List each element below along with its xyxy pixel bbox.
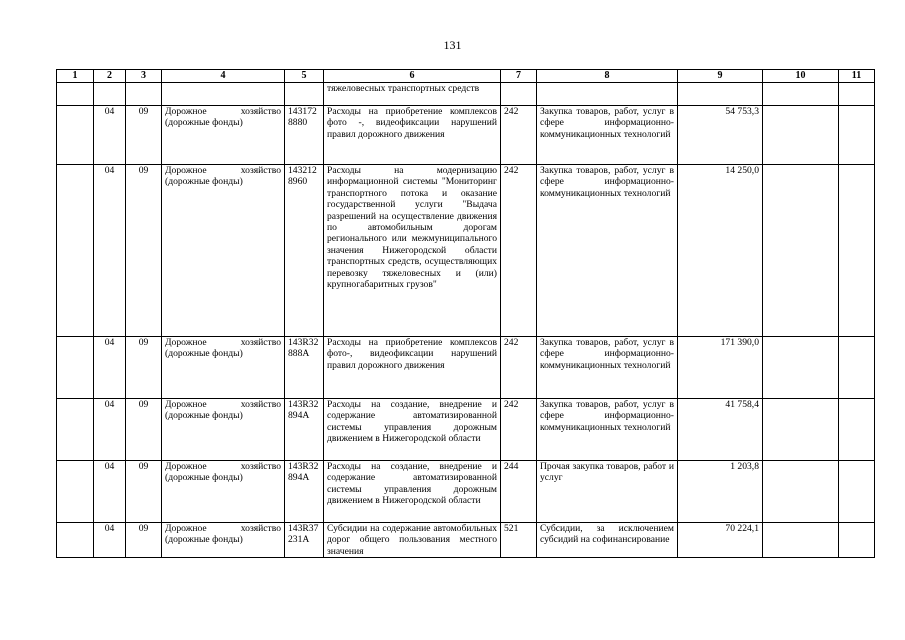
- cell-target-code: 143R32 888A: [285, 337, 324, 399]
- cell-section: 04: [94, 165, 126, 337]
- column-header: 6: [324, 70, 501, 83]
- cell-section-name: Дорожное хозяйство (дорожные фонды): [162, 523, 285, 558]
- cell-section-name: Дорожное хозяйство (дорожные фонды): [162, 337, 285, 399]
- cell-expense-type: 242: [501, 106, 537, 165]
- cell-expense-type: 242: [501, 399, 537, 461]
- cell-section-name: [162, 83, 285, 106]
- cell-expense-type-name: [537, 83, 678, 106]
- cell-section-name: Дорожное хозяйство (дорожные фонды): [162, 399, 285, 461]
- table-row: [57, 106, 875, 165]
- cell-col11: [839, 399, 875, 461]
- cell-col11: [839, 83, 875, 106]
- cell-expense-type-name: Субсидии, за исключением субсидий на софинансирование: [537, 523, 678, 558]
- cell-col11: [839, 337, 875, 399]
- table-row: [57, 83, 875, 106]
- cell-expense-type-name: Закупка товаров, работ, услуг в сфере информационно-коммуникационных технологий: [537, 337, 678, 399]
- cell-col10: [763, 461, 839, 523]
- cell-section: 04: [94, 461, 126, 523]
- cell-expense-name: Расходы на приобретение комплексов фото-, видеофиксации нарушений правил дорожного движения: [324, 337, 501, 399]
- cell-target-code: 143212 8960: [285, 165, 324, 337]
- cell-col11: [839, 165, 875, 337]
- cell-expense-name: Субсидии на содержание автомобильных дорог общего пользования местного значения: [324, 523, 501, 558]
- budget-table: [56, 69, 875, 558]
- cell-subsection: 09: [126, 399, 162, 461]
- cell-col10: [763, 106, 839, 165]
- cell-expense-type: 521: [501, 523, 537, 558]
- cell-col11: [839, 106, 875, 165]
- cell-subsection: [126, 83, 162, 106]
- cell-amount: [678, 83, 763, 106]
- column-header: 8: [537, 70, 678, 83]
- cell-expense-type: 242: [501, 165, 537, 337]
- cell-col1: [57, 165, 94, 337]
- cell-expense-name: Расходы на приобретение комплексов фото -, видеофиксации нарушений правил дорожного движения: [324, 106, 501, 165]
- column-header: 1: [57, 70, 94, 83]
- cell-expense-type-name: Закупка товаров, работ, услуг в сфере информационно-коммуникационных технологий: [537, 106, 678, 165]
- cell-subsection: 09: [126, 337, 162, 399]
- cell-expense-name: Расходы на модернизацию информационной системы "Мониторинг транспортного потока и оказание государственной услуги "Выдача разрешений на осуществление движения по автомобильным дорогам регионального или межмуниципального значения Нижегородской области транспортных средств, осуществляющих перевозку тяжеловесных и (или) крупногабаритных грузов": [324, 165, 501, 337]
- table-row: [57, 523, 875, 558]
- cell-expense-name: Расходы на создание, внедрение и содержание автоматизированной системы управления дорожным движением в Нижегородской области: [324, 399, 501, 461]
- cell-amount: 54 753,3: [678, 106, 763, 165]
- cell-col11: [839, 461, 875, 523]
- cell-expense-name: Расходы на создание, внедрение и содержание автоматизированной системы управления дорожным движением в Нижегородской области: [324, 461, 501, 523]
- column-header: 5: [285, 70, 324, 83]
- cell-col11: [839, 523, 875, 558]
- cell-amount: 41 758,4: [678, 399, 763, 461]
- cell-subsection: 09: [126, 523, 162, 558]
- cell-section: [94, 83, 126, 106]
- cell-col1: [57, 337, 94, 399]
- cell-amount: 14 250,0: [678, 165, 763, 337]
- table-row: [57, 165, 875, 337]
- cell-section: 04: [94, 523, 126, 558]
- cell-col1: [57, 523, 94, 558]
- column-header: 2: [94, 70, 126, 83]
- cell-subsection: 09: [126, 461, 162, 523]
- column-header: 11: [839, 70, 875, 83]
- column-header: 9: [678, 70, 763, 83]
- cell-expense-type-name: Прочая закупка товаров, работ и услуг: [537, 461, 678, 523]
- cell-target-code: 143R32 894A: [285, 461, 324, 523]
- cell-col10: [763, 165, 839, 337]
- cell-target-code: 143R37 231A: [285, 523, 324, 558]
- cell-section: 04: [94, 106, 126, 165]
- column-header: 3: [126, 70, 162, 83]
- cell-col1: [57, 399, 94, 461]
- cell-amount: 1 203,8: [678, 461, 763, 523]
- cell-amount: 70 224,1: [678, 523, 763, 558]
- cell-expense-type-name: Закупка товаров, работ, услуг в сфере информационно-коммуникационных технологий: [537, 165, 678, 337]
- cell-expense-type-name: Закупка товаров, работ, услуг в сфере информационно-коммуникационных технологий: [537, 399, 678, 461]
- page-number: 131: [443, 38, 462, 52]
- cell-section-name: Дорожное хозяйство (дорожные фонды): [162, 106, 285, 165]
- cell-target-code: [285, 83, 324, 106]
- cell-col10: [763, 337, 839, 399]
- cell-col10: [763, 83, 839, 106]
- cell-col1: [57, 106, 94, 165]
- cell-col1: [57, 461, 94, 523]
- table-header-row: [57, 70, 875, 83]
- cell-subsection: 09: [126, 165, 162, 337]
- cell-col10: [763, 523, 839, 558]
- cell-expense-type: 242: [501, 337, 537, 399]
- cell-section-name: Дорожное хозяйство (дорожные фонды): [162, 165, 285, 337]
- cell-amount: 171 390,0: [678, 337, 763, 399]
- cell-col10: [763, 399, 839, 461]
- cell-section: 04: [94, 337, 126, 399]
- cell-target-code: 143R32 894A: [285, 399, 324, 461]
- column-header: 4: [162, 70, 285, 83]
- cell-section-name: Дорожное хозяйство (дорожные фонды): [162, 461, 285, 523]
- table-row: [57, 337, 875, 399]
- column-header: 7: [501, 70, 537, 83]
- cell-expense-type: 244: [501, 461, 537, 523]
- cell-section: 04: [94, 399, 126, 461]
- column-header: 10: [763, 70, 839, 83]
- cell-target-code: 143172 8880: [285, 106, 324, 165]
- table-row: [57, 399, 875, 461]
- cell-subsection: 09: [126, 106, 162, 165]
- table-row: [57, 461, 875, 523]
- cell-col1: [57, 83, 94, 106]
- cell-expense-name: тяжеловесных транспортных средств: [324, 83, 501, 106]
- cell-expense-type: [501, 83, 537, 106]
